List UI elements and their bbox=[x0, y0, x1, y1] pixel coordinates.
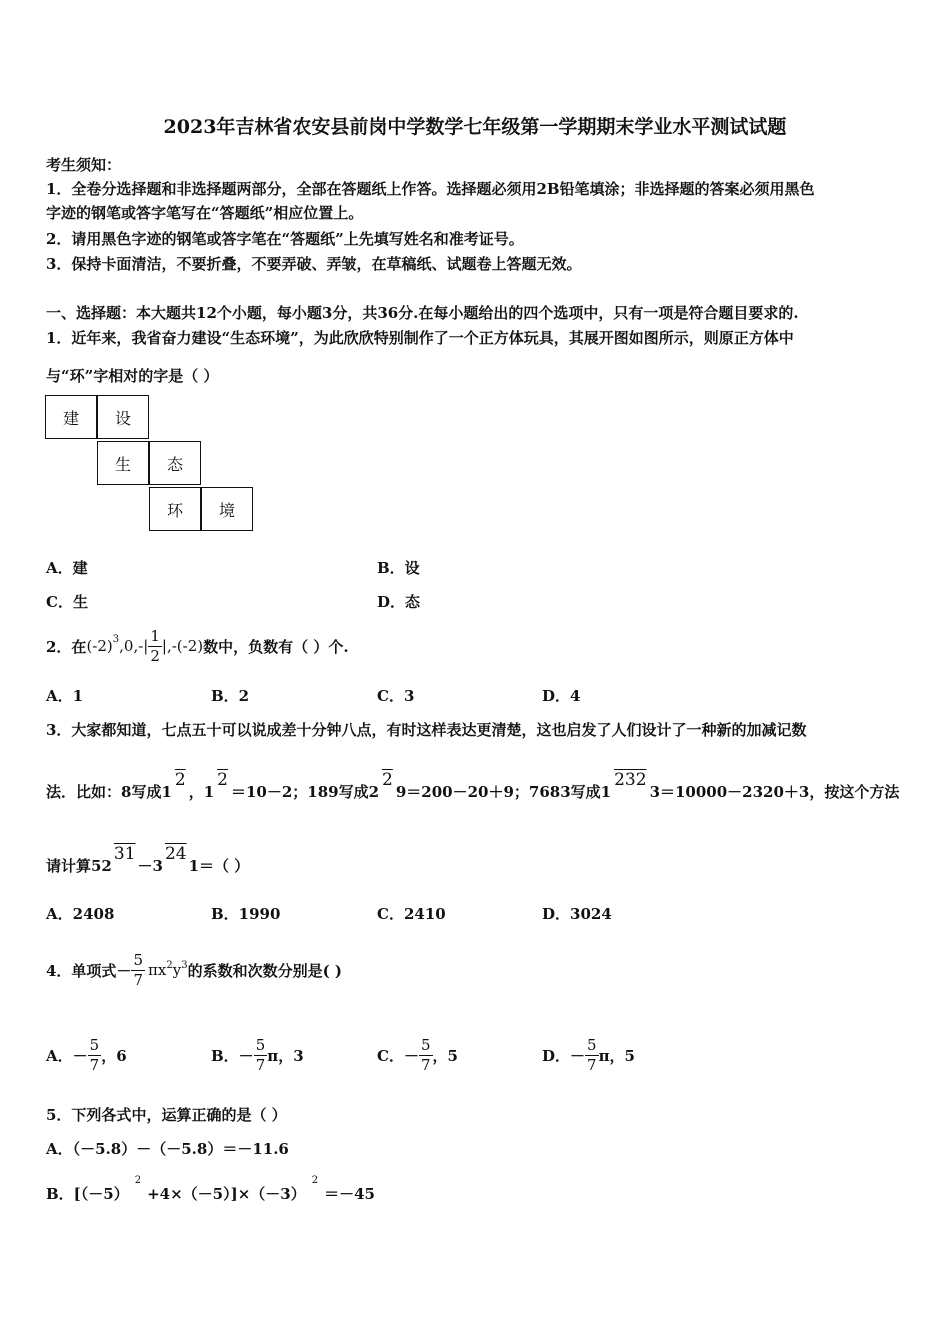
q1-option-c[interactable]: C．生 bbox=[46, 593, 88, 611]
q2-stem bbox=[46, 626, 349, 666]
net-cell: 生 bbox=[97, 441, 149, 485]
q2-option-c[interactable]: C．3 bbox=[377, 687, 415, 705]
q3-option-b[interactable]: B．1990 bbox=[211, 905, 281, 923]
notice-item-1-cont: 字迹的钢笔或答字笔写在“答题纸”相应位置上。 bbox=[46, 204, 364, 222]
net-cell: 建 bbox=[45, 395, 97, 439]
q4-option-fraction: $\frac{5}{7}$ bbox=[255, 1035, 266, 1074]
net-cell: 态 bbox=[149, 441, 201, 485]
q3-overbar-digits: 232 bbox=[614, 770, 647, 790]
q4-option-a[interactable]: A．－ $\frac{5}{7}$ ，6 bbox=[46, 1035, 127, 1074]
q2-suffix: 数中，负数有（ ）个. bbox=[203, 637, 349, 656]
q2-option-d[interactable]: D．4 bbox=[542, 687, 581, 705]
q5-stem: 5．下列各式中，运算正确的是（ ） bbox=[46, 1106, 287, 1124]
q3-overbar-digit: 2 bbox=[217, 770, 228, 790]
net-cell: 设 bbox=[97, 395, 149, 439]
q1-option-d[interactable]: D．态 bbox=[377, 593, 421, 611]
q4-stem: 4．单项式－ $\frac{5}{7}$ πx 2 y 3 的系数和次数分别是( ) bbox=[46, 950, 342, 989]
q4-suffix: 的系数和次数分别是( ) bbox=[187, 961, 342, 980]
q4-option-b[interactable]: B．－ $\frac{5}{7}$ π，3 bbox=[211, 1035, 304, 1074]
q2-option-a[interactable]: A．1 bbox=[46, 687, 84, 705]
page-title: 2023年吉林省农安县前岗中学数学七年级第一学期期末学业水平测试试题 bbox=[163, 116, 787, 138]
q3-stem-line2: 法．比如：8写成1 2 ，1 2 ＝10－2；189写成2 2 9＝200－20＋9；7683写成1 232 3＝10000－2320＋3，按这个方法 bbox=[46, 770, 900, 801]
q5-option-a[interactable]: A．（－5.8）－（－5.8）＝－11.6 bbox=[46, 1140, 289, 1158]
q4-option-c[interactable]: C．－ $\frac{5}{7}$ ，5 bbox=[377, 1035, 458, 1074]
q4-fraction: $\frac{5}{7}$ bbox=[133, 950, 143, 989]
q1-option-b[interactable]: B．设 bbox=[377, 559, 420, 577]
q3-overbar-digits: 31 bbox=[113, 844, 136, 864]
q1-stem-line2: 与“环”字相对的字是（ ） bbox=[46, 367, 219, 385]
net-cell: 境 bbox=[201, 487, 253, 531]
notice-item-3: 3．保持卡面清洁，不要折叠，不要弄破、弄皱，在草稿纸、试题卷上答题无效。 bbox=[46, 255, 582, 273]
q3-option-a[interactable]: A．2408 bbox=[46, 905, 115, 923]
q4-prefix: 4．单项式－ bbox=[46, 961, 132, 980]
net-cell: 环 bbox=[149, 487, 201, 531]
q2-fraction: $\frac{1}{2}$ bbox=[150, 626, 160, 665]
q2-prefix: 2．在 bbox=[46, 637, 87, 656]
q2-expr-b: ,0,-| bbox=[119, 637, 149, 655]
notice-heading: 考生须知： bbox=[46, 156, 122, 174]
q2-option-b[interactable]: B．2 bbox=[211, 687, 250, 705]
q4-option-d[interactable]: D．－ $\frac{5}{7}$ π，5 bbox=[542, 1035, 635, 1074]
q3-overbar-digit: 2 bbox=[382, 770, 393, 790]
section-heading: 一、选择题：本大题共12个小题，每小题3分，共36分.在每小题给出的四个选项中，只有一项是符合题目要求的. bbox=[46, 304, 799, 322]
q3-overbar-digits: 24 bbox=[164, 844, 187, 864]
q1-option-a[interactable]: A．建 bbox=[46, 559, 88, 577]
q3-stem-line1: 3．大家都知道，七点五十可以说成差十分钟八点，有时这样表达更清楚，这也启发了人们设计了一种新的加减记数 bbox=[46, 721, 807, 739]
q3-option-c[interactable]: C．2410 bbox=[377, 905, 446, 923]
q1-stem-line1: 1．近年来，我省奋力建设“生态环境”，为此欣欣特别制作了一个正方体玩具，其展开图如图所示，则原正方体中 bbox=[46, 329, 794, 347]
q5-option-b[interactable]: B．[（－5） 2 +4×（－5）]×（－3） 2 ＝－45 bbox=[46, 1175, 375, 1203]
q4-option-fraction: $\frac{5}{7}$ bbox=[89, 1035, 100, 1074]
notice-item-2: 2．请用黑色字迹的钢笔或答字笔在“答题纸”上先填写姓名和准考证号。 bbox=[46, 230, 524, 248]
q3-option-d[interactable]: D．3024 bbox=[542, 905, 612, 923]
q2-exp-a: 3 bbox=[112, 633, 120, 645]
notice-item-1: 1．全卷分选择题和非选择题两部分，全部在答题纸上作答。选择题必须用2B铅笔填涂；非选择题的答案必须用黑色 bbox=[46, 180, 815, 198]
q4-option-fraction: $\frac{5}{7}$ bbox=[587, 1035, 597, 1074]
q2-expr-a: (-2) bbox=[86, 637, 113, 655]
q2-expr-c: |,-(-2) bbox=[161, 637, 204, 655]
q4-option-fraction: $\frac{5}{7}$ bbox=[420, 1035, 431, 1074]
q3-stem-line3: 请计算52 31 －3 24 1＝（ ） bbox=[46, 844, 250, 875]
q3-overbar-digit: 2 bbox=[174, 770, 186, 790]
